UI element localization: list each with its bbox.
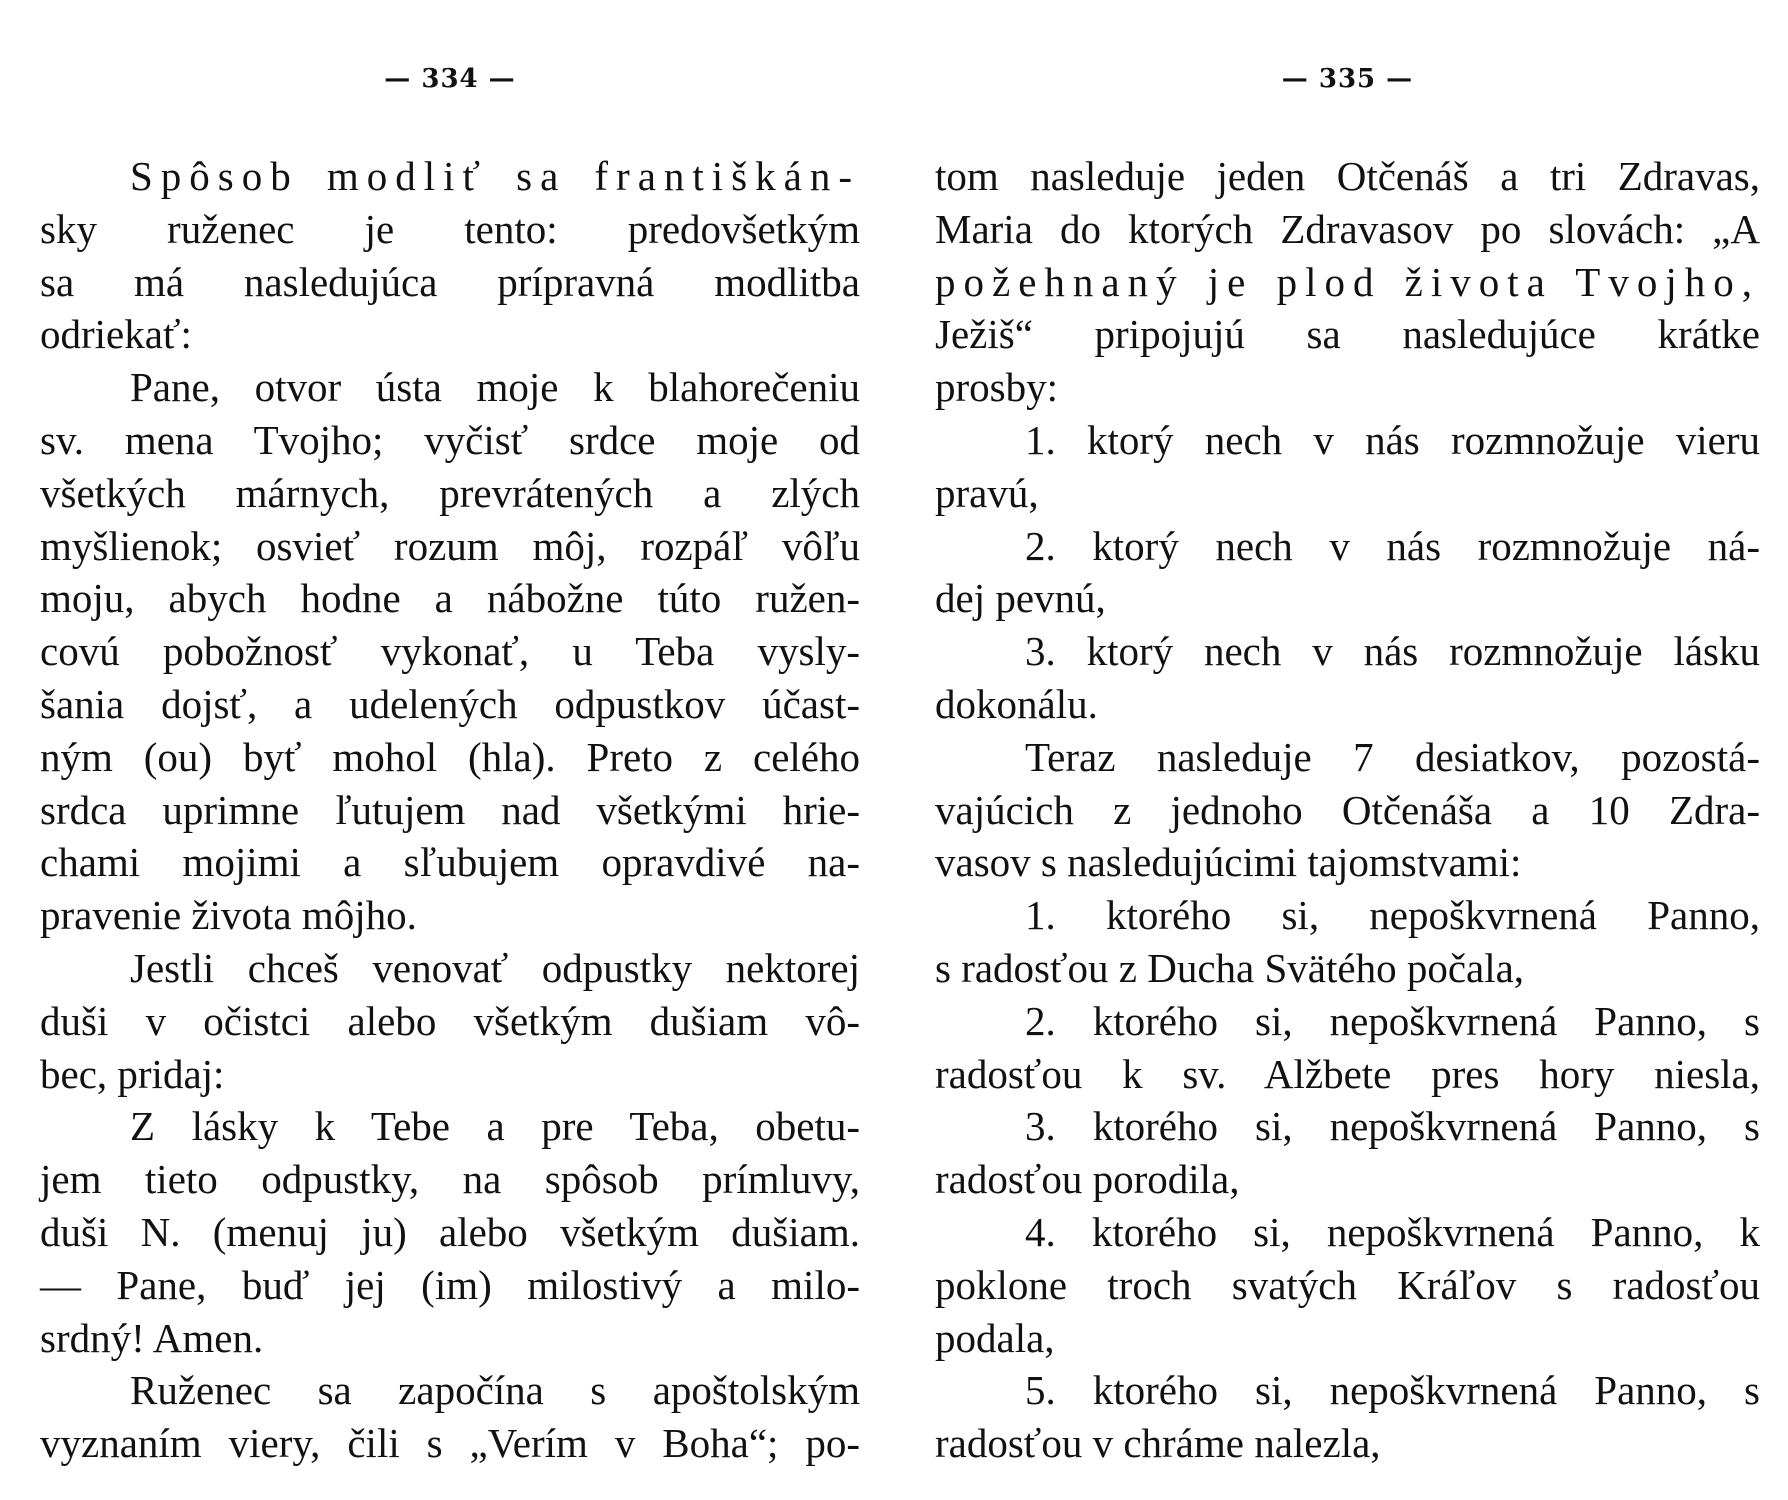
text-line: 4. ktorého si, nepoškvrnená Panno, k [1025, 1208, 1760, 1255]
text-line: Jestli chceš venovať odpustky nektorej [130, 944, 860, 991]
text-line: sky ruženec je tento: predovšetkým [40, 205, 860, 252]
text-line: požehnaný je plod života Tvojho, [935, 258, 1760, 305]
text-line: srdný! Amen. [40, 1314, 264, 1361]
left-page-text [40, 150, 860, 1470]
text-line: 2. ktorý nech v nás rozmnožuje ná- [1025, 522, 1760, 569]
text-line: — Pane, buď jej (im) milostivý a milo- [40, 1261, 860, 1308]
text-line: dokonálu. [935, 680, 1098, 727]
text-line: chami mojimi a sľubujem opravdivé na- [40, 839, 860, 886]
text-line: ným (ou) byť mohol (hla). Preto z celého [40, 733, 860, 780]
text-line: 3. ktorého si, nepoškvrnená Panno, s [1025, 1103, 1760, 1150]
text-line: vajúcich z jednoho Otčenáša a 10 Zdra- [935, 786, 1760, 833]
text-line: odriekať: [40, 311, 192, 358]
page-number-right: — 335 — [1281, 64, 1414, 94]
text-line: Ruženec sa započína s apoštolským [130, 1367, 860, 1414]
text-line: dej pevnú, [935, 575, 1106, 622]
text-line: prosby: [935, 364, 1058, 411]
text-line: 3. ktorý nech v nás rozmnožuje lásku [1025, 628, 1760, 675]
text-line: covú pobožnosť vykonať, u Teba vysly- [40, 628, 860, 675]
text-line: 1. ktorého si, nepoškvrnená Panno, [1025, 892, 1760, 939]
text-line: radosťou porodila, [935, 1156, 1240, 1203]
text-line: šania dojsť, a udelených odpustkov účast- [40, 680, 860, 727]
text-line: moju, abych hodne a nábožne túto ružen- [40, 575, 860, 622]
text-line: duši N. (menuj ju) alebo všetkým dušiam. [40, 1208, 860, 1255]
text-line: sv. mena Tvojho; vyčisť srdce moje od [40, 416, 860, 463]
text-line: pravú, [935, 469, 1039, 516]
text-line: všetkých márnych, prevrátených a zlých [40, 469, 860, 516]
text-line: vasov s nasledujúcimi tajomstvami: [935, 839, 1522, 886]
text-line: Ježiš“ pripojujú sa nasledujúce krátke [935, 311, 1760, 358]
text-line: poklone troch svatých Kráľov s radosťou [935, 1261, 1760, 1308]
text-line: pravenie života môjho. [40, 892, 417, 939]
text-line: bec, pridaj: [40, 1050, 225, 1097]
text-line: radosťou k sv. Alžbete pres hory niesla, [935, 1050, 1760, 1097]
text-line: tom nasleduje jeden Otčenáš a tri Zdravas, [935, 153, 1760, 199]
text-line: Maria do ktorých Zdravasov po slovách: „A [935, 205, 1760, 252]
text-line: 1. ktorý nech v nás rozmnožuje vieru [1025, 416, 1760, 463]
text-line: sa má nasledujúca prípravná modlitba [40, 258, 860, 305]
text-line: podala, [935, 1314, 1055, 1361]
page-number-left: — 334 — [384, 64, 516, 94]
text-line: Pane, otvor ústa moje k blahorečeniu [130, 364, 860, 411]
text-line: s radosťou z Ducha Svätého počala, [935, 944, 1525, 991]
left-page [40, 0, 860, 1500]
text-line: myšlienok; osvieť rozum môj, rozpáľ vôľu [40, 522, 860, 569]
text-line: radosťou v chráme nalezla, [935, 1420, 1381, 1467]
text-line: 5. ktorého si, nepoškvrnená Panno, s [1025, 1367, 1760, 1414]
text-line: Z lásky k Tebe a pre Teba, obetu- [130, 1103, 860, 1150]
text-line: Teraz nasleduje 7 desiatkov, pozostá- [1025, 733, 1760, 780]
text-line: srdca uprimne ľutujem nad všetkými hrie- [40, 786, 860, 833]
right-page-text [935, 150, 1760, 1470]
text-line: vyznaním viery, čili s „Verím v Boha“; po- [40, 1420, 860, 1467]
text-line: duši v očistci alebo všetkým dušiam vô- [40, 997, 860, 1044]
text-line: jem tieto odpustky, na spôsob prímluvy, [40, 1156, 860, 1203]
text-line: 2. ktorého si, nepoškvrnená Panno, s [1025, 997, 1760, 1044]
right-page [935, 0, 1760, 1500]
text-line: Spôsob modliť sa františkán- [130, 153, 860, 199]
